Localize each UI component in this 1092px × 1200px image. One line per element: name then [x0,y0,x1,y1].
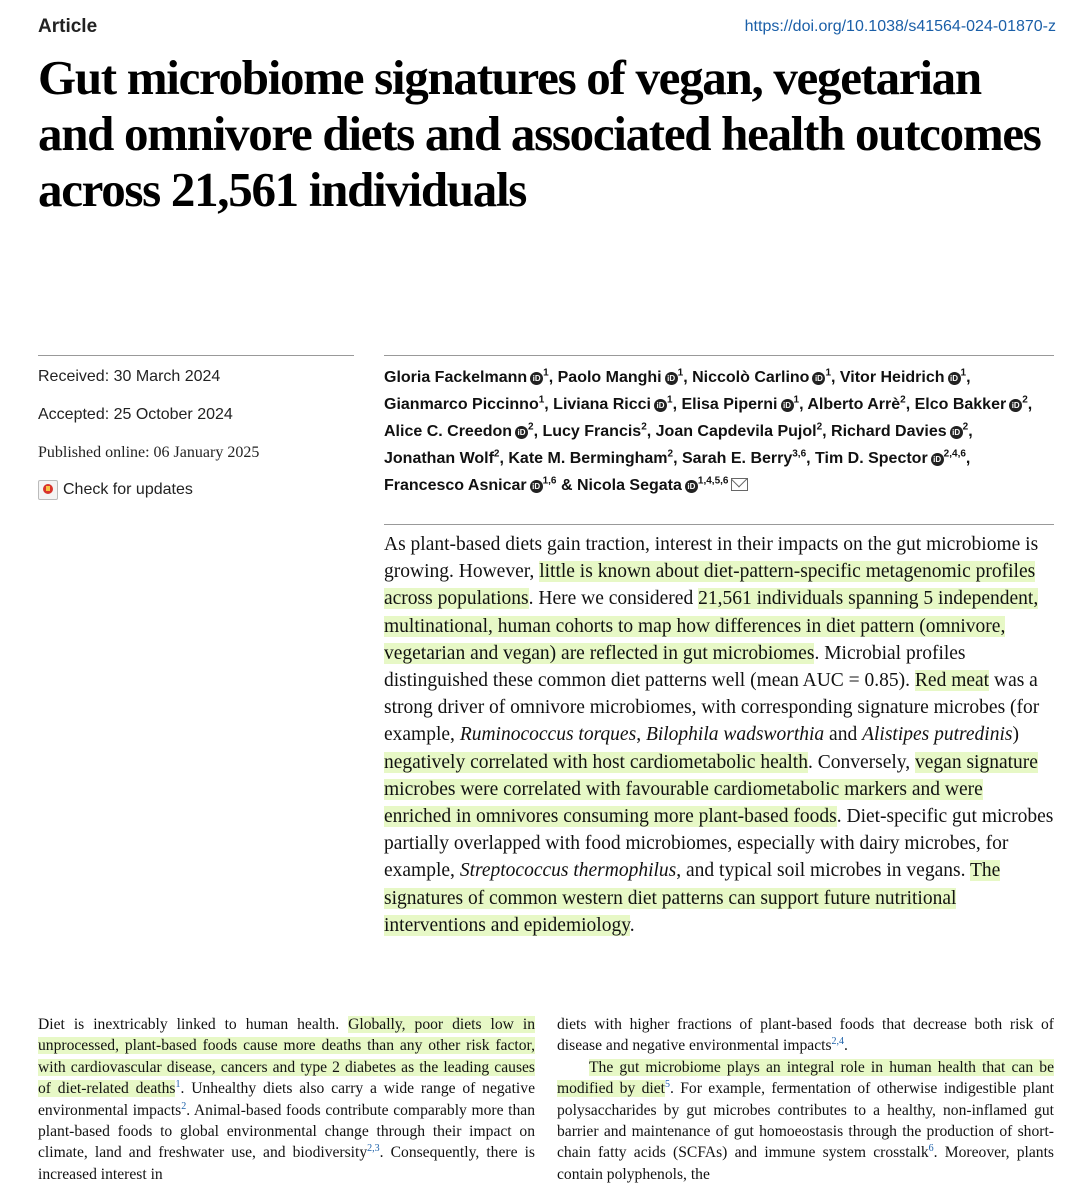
check-for-updates-button[interactable] [38,478,354,502]
author-name[interactable] [508,450,673,467]
orcid-icon[interactable]: iD [1009,399,1022,412]
orcid-icon[interactable]: iD [948,372,961,385]
author-name[interactable] [384,423,534,440]
reference-marker[interactable]: 1 [175,1079,181,1091]
text-span: . Diet-specific gut microbes partially overlapped with food microbiomes, especially with dairy microbes, for example, [384,806,1054,882]
affiliation-marker[interactable]: 1 [538,394,545,406]
divider [384,355,1054,356]
affiliation-marker[interactable]: 3,6 [792,448,807,460]
author-name-text: Joan Capdevila Pujol [655,423,817,440]
author-name[interactable] [384,396,544,413]
affiliation-marker[interactable]: 1 [960,367,967,379]
affiliation-marker[interactable]: 1 [543,367,549,379]
affiliation-marker[interactable]: 2 [528,421,534,433]
received-date: Received: 30 March 2024 [38,368,221,385]
author-name[interactable] [681,396,799,413]
text-span: . For example, fermentation of otherwise indigestible plant polysaccharides by gut microbes contributes to a healthy, non-inflamed gut barrier and maintenance of gut homoeostasis through the production of short-chain fatty acids (SCFAs) and immune system crosstalk [557,1080,1054,1162]
affiliation-marker[interactable]: 2 [962,421,969,433]
highlighted-text: Globally, poor diets low in unprocessed, plant-based foods cause more deaths than any other risk factor, with cardiovascular disease, cancers and type 2 diabetes as the leading causes of diet-related deaths [38,1016,535,1098]
author-name-text: Liviana Ricci [553,396,651,413]
text-span: . Conversely, [807,751,916,773]
author-name-text: Gianmarco Piccinno [384,396,539,413]
author-name[interactable] [840,369,966,386]
affiliation-marker[interactable]: 1 [825,367,831,379]
author-name-text: Niccolò Carlino [692,369,810,386]
author-name[interactable] [807,396,905,413]
species-name: Alistipes putredinis [862,724,1013,746]
affiliation-marker[interactable]: 2 [641,421,647,433]
body-paragraph [557,1057,1054,1185]
species-name: Streptococcus thermophilus [459,860,677,882]
orcid-icon[interactable]: iD [654,399,667,412]
reference-marker[interactable]: 5 [665,1079,670,1091]
body-column-left [38,1014,535,1185]
affiliation-marker[interactable]: 2 [1022,394,1028,406]
reference-marker[interactable]: 2 [181,1100,187,1112]
affiliation-marker[interactable]: 1 [667,394,673,406]
highlighted-text: 21,561 individuals spanning 5 independent, multinational, human cohorts to map how differences in diet pattern (omnivore, vegetarian and vegan) are reflected in gut microbiomes [384,588,1039,664]
species-name: Ruminococcus torques [459,724,637,746]
article-title: Gut microbiome signatures of vegan, vegetarian and omnivore diets and associated health outcomes across 21,561 individuals [38,50,1041,217]
author-name-text: Lucy Francis [542,423,642,440]
orcid-icon[interactable]: iD [931,453,944,466]
text-span: . Moreover, plants contain polyphenols, the [557,1144,1054,1183]
author-name[interactable] [831,423,968,440]
author-name[interactable] [553,396,672,413]
divider [38,355,354,356]
text-span: . Unhealthy diets also carry a wide range of negative environmental impacts [38,1080,535,1119]
highlighted-text: little is known about diet-pattern-specific metagenomic profiles across populations [384,561,1036,610]
crossmark-icon [38,480,58,500]
affiliation-marker[interactable]: 2,4,6 [943,448,966,460]
reference-marker[interactable]: 6 [928,1143,934,1155]
check-for-updates-label: Check for updates [63,481,193,498]
author-name[interactable] [558,369,684,386]
author-name[interactable] [384,369,549,386]
author-name[interactable] [384,450,499,467]
body-column-right [557,1014,1054,1185]
orcid-icon[interactable]: iD [530,480,543,493]
author-name-text: Gloria Fackelmann [384,369,528,386]
author-name-text: Richard Davies [831,423,947,440]
orcid-icon[interactable]: iD [530,372,543,385]
article-dates [38,364,354,502]
highlighted-text: Red meat [914,670,990,692]
author-name[interactable] [682,450,806,467]
body-paragraph [557,1016,1054,1054]
orcid-icon[interactable]: iD [812,372,825,385]
author-name[interactable] [384,477,557,494]
orcid-icon[interactable]: iD [781,399,794,412]
author-name-text: Sarah E. Berry [681,450,793,467]
text-span: . Here we considered [528,588,699,610]
author-name[interactable] [915,396,1028,413]
author-name[interactable] [815,450,966,467]
affiliation-marker[interactable]: 2 [493,448,500,460]
orcid-icon[interactable]: iD [950,426,963,439]
text-span: ) [1012,724,1019,746]
text-span: . [844,1037,848,1055]
affiliation-marker[interactable]: 1,6 [542,475,557,487]
text-span: diets with higher fractions of plant-based foods that decrease both risk of disease and negative environmental impacts [557,1016,1054,1055]
author-name-text: Kate M. Bermingham [508,450,668,467]
author-name-text: Francesco Asnicar [384,477,527,494]
author-name-text: Alberto Arrè [807,396,901,413]
author-name[interactable] [656,423,823,440]
author-name-text: Vitor Heidrich [839,369,945,386]
text-span: , [636,724,646,746]
author-name-text: Elco Bakker [914,396,1007,413]
article-type-label: Article [38,16,98,37]
affiliation-marker[interactable]: 2 [900,394,906,406]
email-icon[interactable] [731,478,748,491]
affiliation-marker[interactable]: 2 [816,421,823,433]
author-name[interactable] [577,477,749,494]
author-name-text: Elisa Piperni [681,396,778,413]
text-span: Diet is inextricably linked to human health. [38,1016,349,1033]
text-span: As plant-based diets gain traction, interest in their impacts on the gut microbiome is growing. However, [384,534,1039,583]
author-name[interactable] [692,369,831,386]
highlighted-text: The gut microbiome plays an integral role in human health that can be modified by diet [557,1058,1054,1098]
orcid-icon[interactable]: iD [665,372,678,385]
text-span: . Animal-based foods contribute comparably more than plant-based foods to global environmental change through their impact on climate, land and freshwater use, and biodiversity [38,1101,536,1162]
text-span: and [824,724,863,746]
author-name-text: Tim D. Spector [815,450,928,467]
highlighted-text: The signatures of common western diet patterns can support future nutritional interventions and epidemiology [384,860,1001,936]
accepted-date: Accepted: 25 October 2024 [38,406,233,423]
text-span: was a strong driver of omnivore microbiomes, with corresponding signature microbes (for example, [384,670,1040,746]
affiliation-marker[interactable]: 1,4,5,6 [697,475,729,487]
highlighted-text: vegan signature microbes were correlated with favourable cardiometabolic markers and were enriched in omnivores consuming more plant-based foods [384,751,1038,828]
text-span: . [629,914,635,936]
species-name: Bilophila wadsworthia [645,724,825,746]
author-name-text: Paolo Manghi [557,369,662,386]
doi-link[interactable]: https://doi.org/10.1038/s41564-024-01870-z [744,18,1056,35]
author-name-text: Jonathan Wolf [384,450,494,467]
affiliation-marker[interactable]: 1 [793,394,800,406]
author-name-text: Nicola Segata [576,477,682,494]
affiliation-marker[interactable]: 1 [677,367,684,379]
reference-marker[interactable]: 2,4 [831,1036,845,1048]
author-name[interactable] [542,423,646,440]
orcid-icon[interactable]: iD [685,480,698,493]
highlighted-text: negatively correlated with host cardiometabolic health [384,751,808,773]
text-span: . Microbial profiles distinguished these common diet patterns well (mean AUC = 0.85). [384,642,966,692]
article-header [38,14,1056,42]
reference-marker[interactable]: 2,3 [367,1143,380,1155]
author-list: Gloria Fackelmann iD $^1$, Paolo Manghi iD $^1$, Niccolò Carlino iD $^1$, Vitor Heidrich iD $^1$, Gianmarco Piccinno$^1$, Liviana Ricci iD $^1$, Elisa Piperni iD $^1$, Alberto Arrè$^2$, Elco Bakker iD $^2$, Alice C. Creedon iD $^2$, Lucy Francis$^2$, Joan Capdevila Pujol$^2$, Richard Davies iD $^2$, Jonathan Wolf$^2$, Kate M. Bermingham$^2$, Sarah E. Berry$^{3,6}$, Tim D. Spector iD $^{2,4,6}$, Francesco Asnicar iD $^{1,6}$ & Nicola Segata iD $^{1,4,5,6}$ [384,367,1033,494]
orcid-icon[interactable]: iD [515,426,528,439]
divider [384,524,1054,525]
affiliation-marker[interactable]: 2 [667,448,674,460]
abstract [384,531,1054,939]
author-name-text: Alice C. Creedon [384,423,513,440]
published-date: Published online: 06 January 2025 [38,444,260,461]
text-span: , and typical soil microbes in vegans. [676,860,970,882]
text-span: . Consequently, there is increased interest in [38,1144,535,1183]
